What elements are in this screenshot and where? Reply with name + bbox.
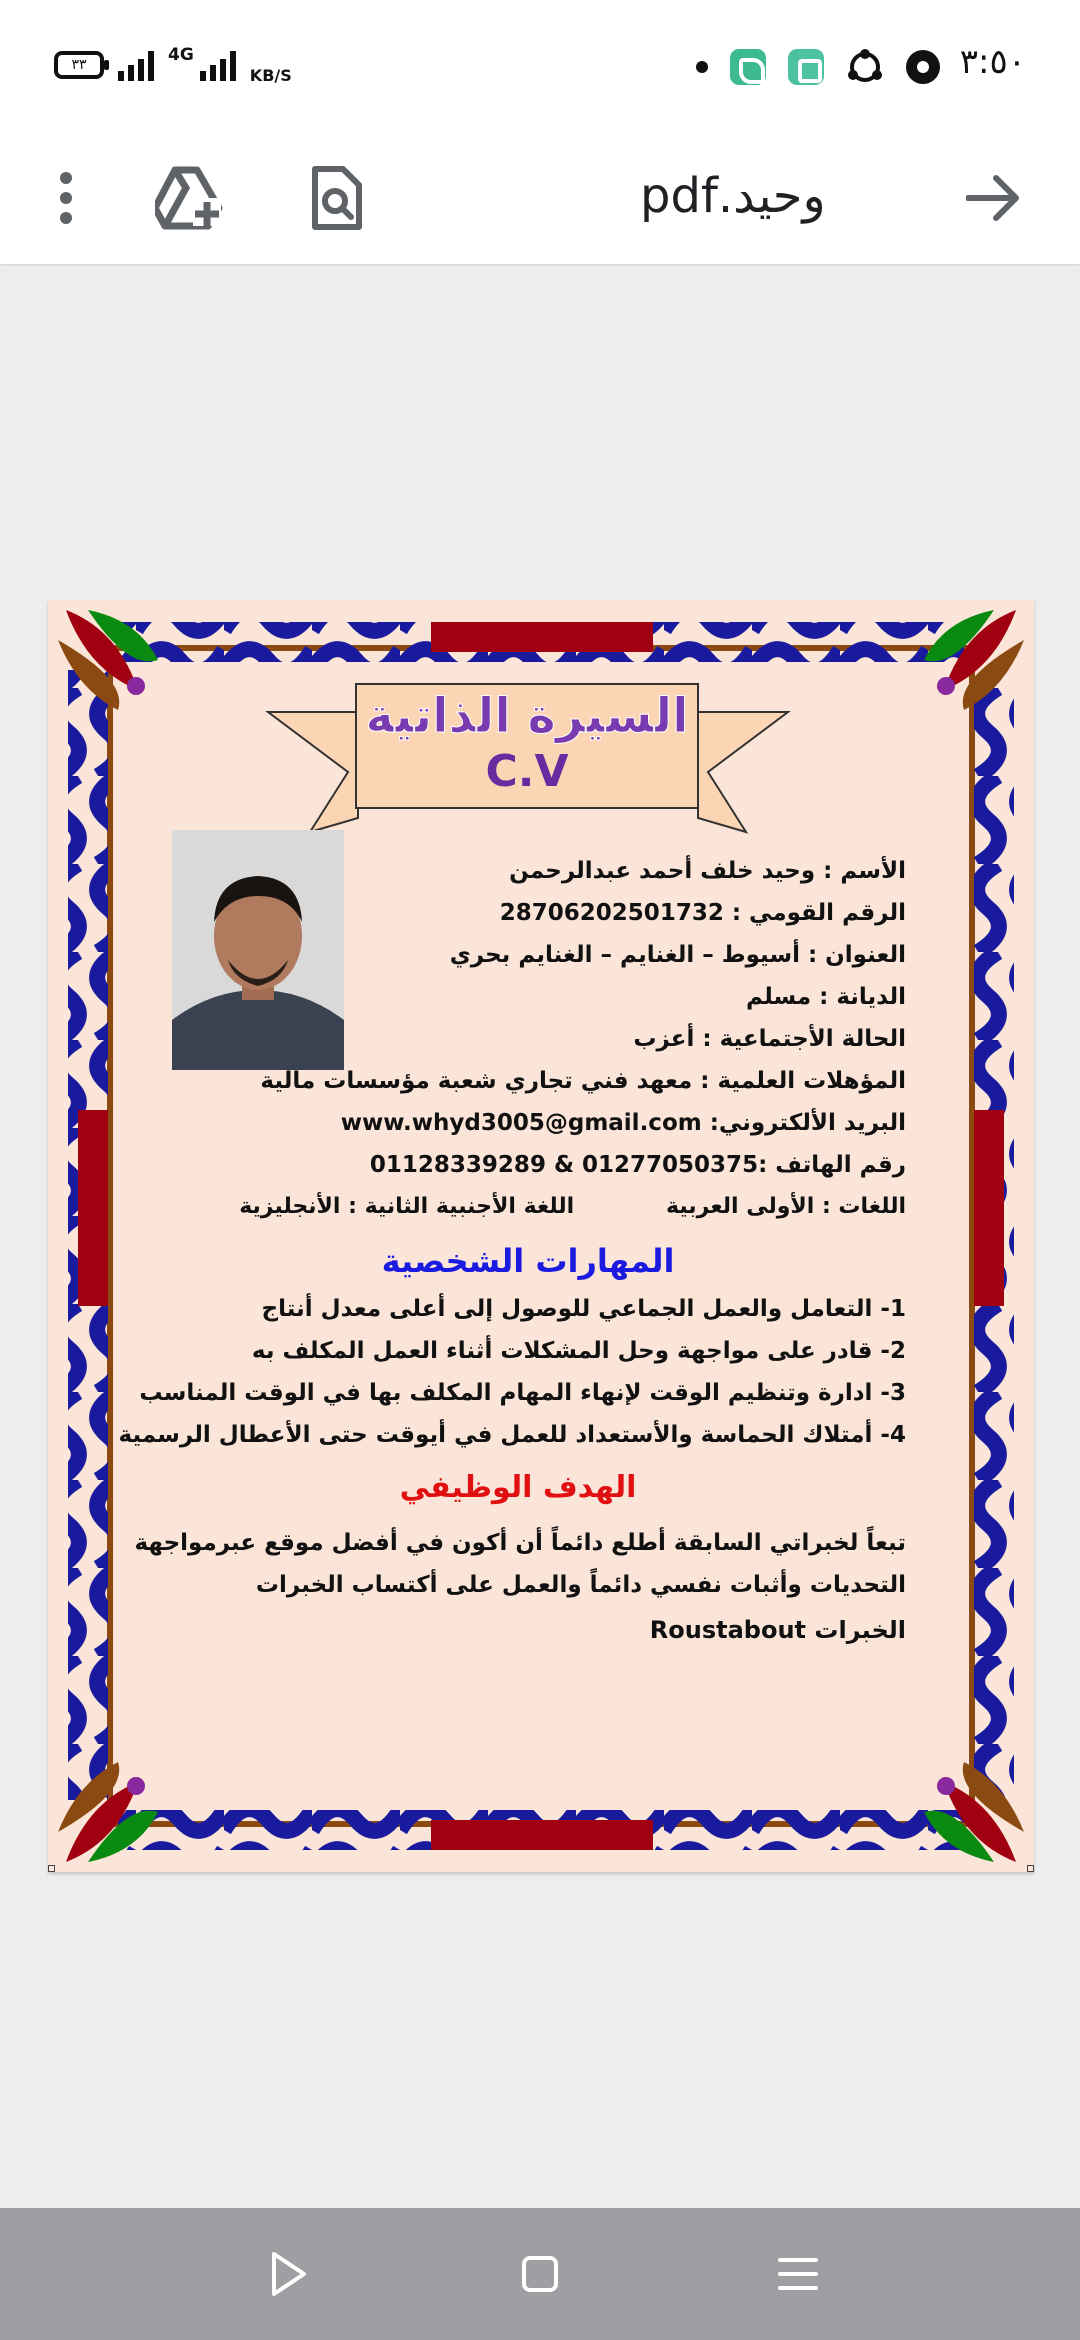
more-options-button[interactable] <box>28 160 104 236</box>
battery-level: ٣٣ <box>71 57 87 73</box>
cv-marital-line: الحالة الأجتماعية : أعزب <box>633 1026 906 1052</box>
more-vert-icon <box>56 168 76 228</box>
document-title: وحيد.pdf <box>640 168 826 224</box>
status-time: ٣:٥٠ <box>959 42 1026 82</box>
phone-app-icon <box>730 49 766 85</box>
skill-item-2: 2- قادر على مواجهة وحل المشكلات أثناء العمل المكلف به <box>251 1338 906 1364</box>
goal-line-2: التحديات وأثبات نفسي دائماً والعمل على أكتساب الخبرات <box>255 1572 906 1598</box>
gallery-app-icon <box>788 49 824 85</box>
sync-icon <box>846 48 884 86</box>
notification-dot-icon <box>696 61 708 73</box>
skill-item-1: 1- التعامل والعمل الجماعي للوصول إلى أعلى معدل أنتاج <box>261 1296 906 1322</box>
add-to-drive-button[interactable] <box>152 160 228 236</box>
cv-address-line: العنوان : أسيوط – الغنايم – الغنايم بحري <box>449 942 906 968</box>
cv-name-line: الأسم : وحيد خلف أحمد عبدالرحمن <box>509 858 906 884</box>
cv-phone-line: رقم الهاتف :01277050375 & 01128339289 <box>369 1152 906 1178</box>
pdf-page <box>48 600 1034 1872</box>
cv-qualification-line: المؤهلات العلمية : معهد فني تجاري شعبة مؤسسات مالية <box>260 1068 906 1094</box>
signal-icon <box>118 49 154 81</box>
cv-languages-line: اللغات : الأولى العربية اللغة الأجنبية الثانية : الأنجليزية <box>239 1194 906 1219</box>
system-navigation-bar <box>0 2208 1080 2340</box>
find-in-document-button[interactable] <box>298 160 374 236</box>
drive-add-icon <box>155 166 225 230</box>
skills-heading: المهارات الشخصية <box>381 1242 675 1280</box>
signal-icon-2 <box>200 49 236 81</box>
recents-menu-icon[interactable] <box>768 2244 828 2304</box>
person-photo <box>172 830 344 1070</box>
profile-photo <box>172 830 344 1070</box>
battery-icon <box>54 51 104 79</box>
skill-item-3: 3- ادارة وتنظيم الوقت لإنهاء المهام المكلف بها في الوقت المناسب <box>139 1380 906 1406</box>
home-square-icon[interactable] <box>510 2244 570 2304</box>
back-triangle-icon[interactable] <box>256 2244 316 2304</box>
goal-line-3: الخبرات Roustabout <box>649 1616 906 1644</box>
goal-heading: الهدف الوظيفي <box>399 1470 637 1505</box>
back-button[interactable] <box>956 160 1032 236</box>
status-right-icons <box>696 44 940 90</box>
arrow-forward-icon <box>966 173 1022 223</box>
find-in-page-icon <box>309 165 363 231</box>
cv-religion-line: الديانة : مسلم <box>746 984 906 1010</box>
cv-national-id-line: الرقم القومي : 28706202501732 <box>499 900 906 926</box>
network-speed-unit: KB/S <box>249 65 292 85</box>
goal-line-1: تبعاً لخبراتي السابقة أطلع دائماً أن أكون في أفضل موقع عبرمواجهة <box>134 1530 906 1556</box>
skill-item-4: 4- أمتلاك الحماسة والأستعداد للعمل في أيوقت حتى الأعطال الرسمية <box>118 1422 906 1448</box>
page-corner-marker-right <box>1027 1865 1034 1872</box>
pdf-viewer[interactable] <box>0 266 1080 2208</box>
gear-icon <box>906 50 940 84</box>
network-type: 4G <box>168 45 194 65</box>
status-bar <box>0 0 1080 130</box>
cv-banner-subtitle: C.V <box>485 746 569 797</box>
cv-banner-title: السيرة الذاتية <box>365 688 689 744</box>
page-corner-marker-left <box>48 1865 55 1872</box>
app-toolbar <box>0 130 1080 265</box>
cv-email-line: البريد الألكتروني: www.whyd3005@gmail.com <box>340 1110 906 1136</box>
status-left-icons <box>54 42 292 88</box>
